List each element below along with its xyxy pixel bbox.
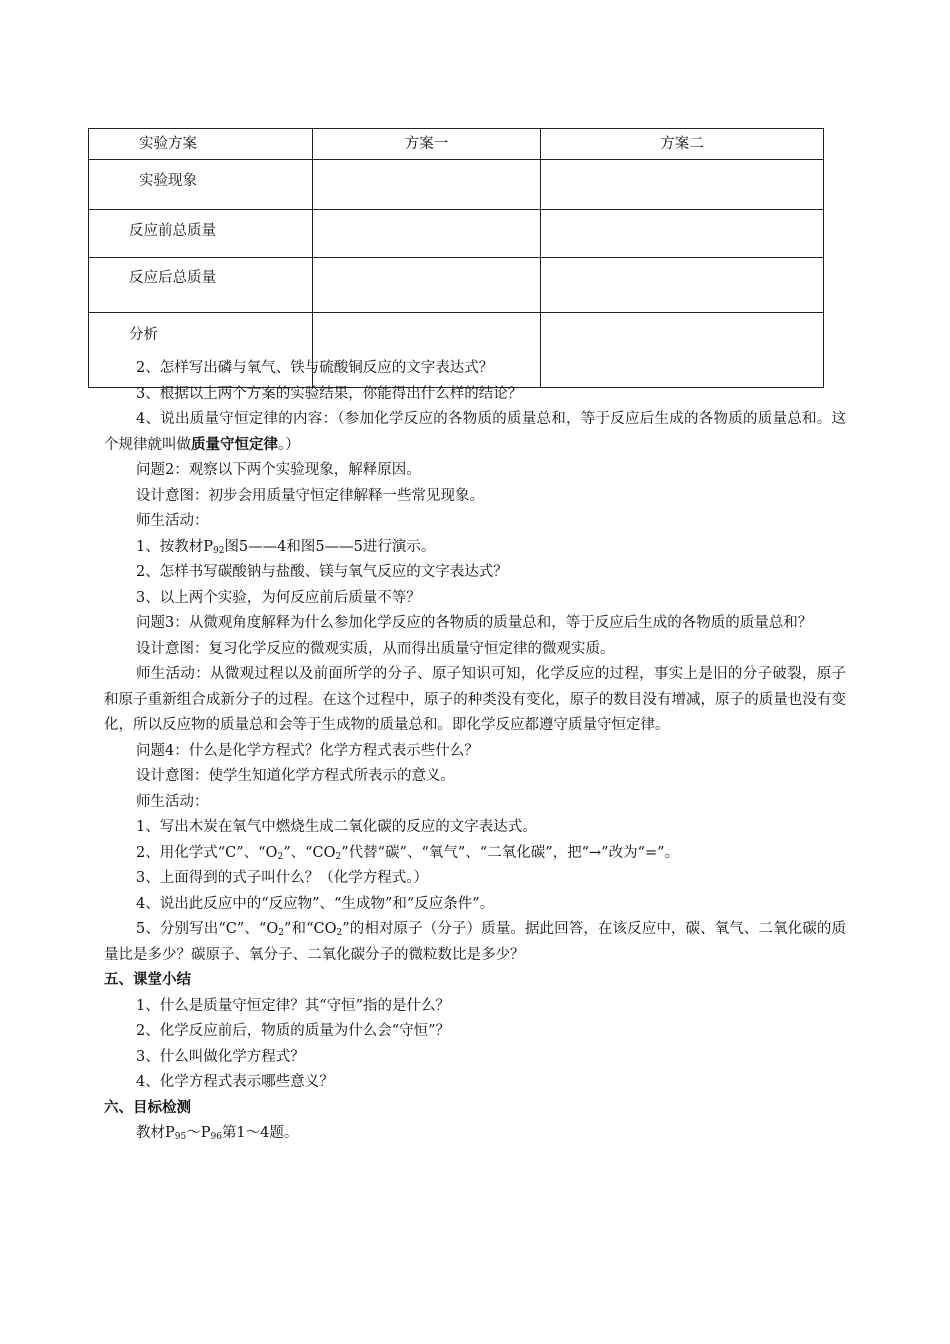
table-cell [313, 258, 541, 313]
text: 。） [278, 436, 300, 453]
paragraph: 3、根据以上两个方案的实验结果，你能得出什么样的结论？ [136, 385, 523, 402]
paragraph: 3、上面得到的式子叫什么？（化学方程式。） [136, 870, 428, 886]
document-body [104, 356, 846, 1147]
design-intent: 设计意图：复习化学反应的微观实质，从而得出质量守恒定律的微观实质。 [136, 640, 615, 657]
paragraph [104, 407, 846, 458]
text: 1、按教材P [136, 538, 213, 555]
section-heading: 六、目标检测 [104, 1099, 191, 1116]
subscript: 96 [210, 1132, 222, 1142]
table-row [89, 160, 824, 210]
list-item: 4、化学方程式表示哪些意义？ [136, 1074, 334, 1090]
text: 5、分别写出“C”、“O [136, 921, 279, 937]
paragraph [104, 1121, 846, 1147]
paragraph: 2、怎样书写碳酸钠与盐酸、镁与氧气反应的文字表达式？ [136, 564, 508, 580]
experiment-table [88, 128, 824, 388]
paragraph: 1、写出木炭在氧气中燃烧生成二氧化碳的反应的文字表达式。 [136, 819, 537, 835]
text: 4、说出质量守恒定律的内容：（参加化学反应的各物质的质量总和，等于反应后生成的各物质的质量总和。这个规律就叫做 [104, 411, 846, 453]
table-header-cell: 实验方案 [89, 129, 313, 160]
text: ～P [186, 1125, 211, 1141]
bold-term: 质量守恒定律 [191, 436, 278, 453]
table-row-label: 反应后总质量 [89, 258, 313, 313]
table-cell [541, 210, 824, 258]
paragraph: 3、以上两个实验，为何反应前后质量不等？ [136, 589, 421, 606]
text: ”的相对原子（分子）质量。据此回答，在该反应中，碳、氧气、二氧化碳的质量比是多少？碳原子、氧分子、二氧化碳分子的微粒数比是多少？ [104, 921, 847, 963]
list-item: 2、化学反应前后，物质的质量为什么会“守恒”？ [136, 1023, 451, 1039]
question-heading: 问题4：什么是化学方程式？化学方程式表示些什么？ [136, 742, 479, 759]
text: ”代替“碳”、“氧气”、“二氧化碳”，把“→”改为“=”。 [341, 844, 680, 861]
paragraph [104, 841, 846, 867]
table-header-cell: 方案一 [313, 129, 541, 160]
section-heading: 五、课堂小结 [104, 972, 191, 988]
text: 2、用化学式“C”、“O [136, 844, 278, 861]
question-heading: 问题2：观察以下两个实验现象，解释原因。 [136, 462, 421, 478]
design-intent: 设计意图：初步会用质量守恒定律解释一些常见现象。 [136, 487, 484, 504]
table-row [89, 210, 824, 258]
text: ”、“CO [283, 844, 336, 861]
table-row-label: 分析 [89, 313, 313, 388]
text: 教材P [136, 1125, 175, 1141]
paragraph: 师生活动：从微观过程以及前面所学的分子、原子知识可知，化学反应的过程，事实上是旧的分子破裂，原子和原子重新组合成新分子的过程。在这个过程中，原子的种类没有变化，原子的数目没有增减，原子的质量也没有变化，所以反应物的质量总和会等于生成物的质量总和。即化学反应都遵守质量守恒定律。 [104, 666, 846, 733]
question-heading: 问题3：从微观角度解释为什么参加化学反应的各物质的质量总和，等于反应后生成的各物质的质量总和？ [136, 615, 813, 631]
subscript: 2 [277, 851, 284, 862]
table-row [89, 258, 824, 313]
table-cell [313, 210, 541, 258]
table-header-row [89, 129, 824, 160]
list-item: 3、什么叫做化学方程式？ [136, 1048, 305, 1065]
design-intent: 设计意图：使学生知道化学方程式所表示的意义。 [136, 768, 455, 784]
table-row-label: 实验现象 [89, 160, 313, 210]
table-header-cell: 方案二 [541, 129, 824, 160]
text: 图5——4和图5——5进行演示。 [224, 538, 436, 555]
table-cell [541, 258, 824, 313]
paragraph [104, 917, 846, 968]
subscript: 95 [174, 1132, 187, 1142]
subscript: 2 [336, 928, 343, 938]
paragraph: 2、怎样写出磷与氧气、铁与硫酸铜反应的文字表达式？ [136, 360, 494, 376]
text: 第1～4题。 [221, 1125, 299, 1141]
table-row-label: 反应前总质量 [89, 210, 313, 258]
paragraph [104, 535, 846, 561]
subscript: 2 [278, 928, 284, 938]
paragraph: 4、说出此反应中的“反应物”、“生成物”和“反应条件”。 [136, 895, 495, 912]
text: ”和“CO [283, 921, 337, 937]
table-cell [313, 160, 541, 210]
subscript: 2 [335, 851, 342, 862]
table-cell [541, 160, 824, 210]
activity-label: 师生活动： [136, 793, 209, 810]
subscript: 92 [212, 545, 225, 556]
activity-label: 师生活动： [136, 513, 209, 529]
list-item: 1、什么是质量守恒定律？其“守恒”指的是什么？ [136, 997, 451, 1014]
